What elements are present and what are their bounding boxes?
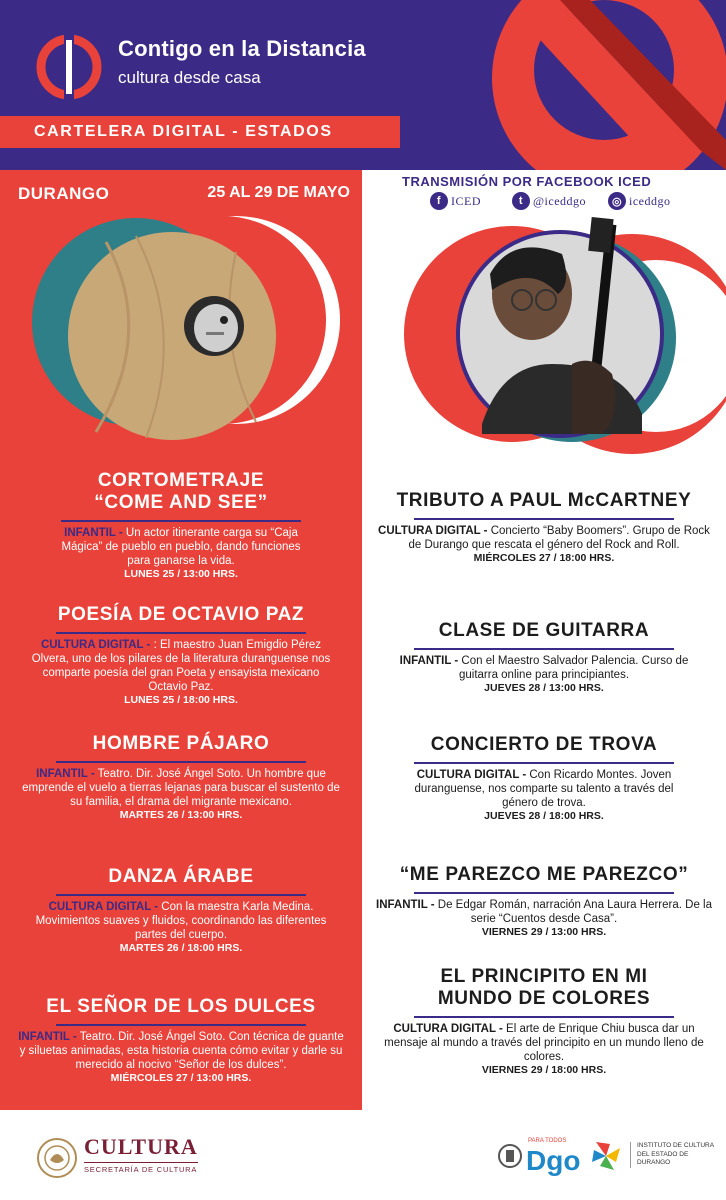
event-description <box>364 898 724 926</box>
divider <box>414 762 674 764</box>
left-column <box>0 170 362 1110</box>
event-senor-dulces <box>8 996 354 1085</box>
event-category: INFANTIL - <box>376 899 435 911</box>
cultura-logo <box>84 1134 198 1174</box>
puppet-face <box>194 304 238 352</box>
event-category: CULTURA DIGITAL - <box>48 901 159 913</box>
divider <box>414 518 674 520</box>
event-text: Con Ricardo Montes. Joven duranguense, nos comparte su talento a través del género de trova. <box>414 769 674 809</box>
event-title: EL PRINCIPITO EN MI <box>440 966 648 987</box>
event-description <box>10 900 352 942</box>
event-category: CULTURA DIGITAL - <box>378 525 488 537</box>
iced-pinwheel-icon <box>592 1142 620 1170</box>
event-description <box>8 1030 354 1072</box>
event-me-parezco <box>364 864 724 939</box>
event-time: MARTES 26 / 13:00 HRS. <box>119 809 243 821</box>
dgo-text: Dgo <box>526 1145 581 1176</box>
event-concierto-trova <box>366 734 722 823</box>
event-danza-arabe <box>10 866 352 955</box>
event-time: JUEVES 28 / 13:00 HRS. <box>484 682 604 694</box>
event-category: INFANTIL - <box>399 655 459 667</box>
event-description <box>366 1022 722 1064</box>
divider <box>56 632 306 634</box>
event-text: De Edgar Román, narración Ana Laura Herrera. De la serie “Cuentos desde Casa”. <box>434 899 712 925</box>
event-title: CONCIERTO DE TROVA <box>430 734 658 755</box>
caja-magica-photo <box>26 212 346 462</box>
event-time: LUNES 25 / 13:00 HRS. <box>124 568 238 580</box>
divider <box>414 1016 674 1018</box>
event-title: EL SEÑOR DE LOS DULCES <box>46 996 316 1017</box>
event-title: TRIBUTO A PAUL McCARTNEY <box>396 490 692 511</box>
divider <box>414 648 674 650</box>
cultura-subtitle: SECRETARÍA DE CULTURA <box>84 1162 198 1174</box>
event-time: MIÉRCOLES 27 / 18:00 HRS. <box>473 552 615 564</box>
event-title: POESÍA DE OCTAVIO PAZ <box>57 604 305 625</box>
cultura-title: CULTURA <box>84 1134 198 1159</box>
event-hombre-pajaro <box>10 733 352 822</box>
twitter-handle: @iceddgo <box>533 193 587 208</box>
dgo-small-text: PARA TODOS <box>528 1138 567 1144</box>
state-name: DURANGO <box>18 184 110 203</box>
event-time: MIÉRCOLES 27 / 13:00 HRS. <box>110 1072 252 1084</box>
event-time: VIERNES 29 / 13:00 HRS. <box>481 926 607 938</box>
event-category: INFANTIL - <box>18 1031 77 1043</box>
event-text: : El maestro Juan Emigdio Pérez Olvera, uno de los pilares de la literatura duranguense nos comparte poesía del gran Poeta y ensayista mexicano Octavio Paz. <box>31 639 331 693</box>
date-range: 25 AL 29 DE MAYO <box>207 184 350 201</box>
instagram-icon: ◎ <box>608 192 626 210</box>
right-column <box>362 170 726 1110</box>
event-time: VIERNES 29 / 18:00 HRS. <box>481 1064 607 1076</box>
instagram-handle: iceddgo <box>629 193 671 208</box>
event-text: Con el Maestro Salvador Palencia. Curso de guitarra online para principiantes. <box>458 655 689 681</box>
event-time: LUNES 25 / 18:00 HRS. <box>124 694 238 706</box>
event-title: CORTOMETRAJE <box>97 470 265 491</box>
facebook-link[interactable] <box>430 192 481 210</box>
event-octavio-paz <box>10 604 352 707</box>
brand-block <box>118 36 366 88</box>
event-description <box>10 767 352 809</box>
event-time: JUEVES 28 / 18:00 HRS. <box>484 810 604 822</box>
instagram-link[interactable] <box>608 192 671 210</box>
divider <box>56 1024 306 1026</box>
twitter-icon: t <box>512 192 530 210</box>
event-description <box>366 524 722 552</box>
event-principito <box>366 966 722 1077</box>
event-category: INFANTIL - <box>36 768 95 780</box>
event-title-line2: MUNDO DE COLORES <box>437 988 651 1009</box>
mexico-seal-icon <box>36 1134 78 1182</box>
contigo-logo-icon <box>36 34 102 100</box>
divider <box>414 892 674 894</box>
event-title: HOMBRE PÁJARO <box>92 733 270 754</box>
iced-name: INSTITUTO DE CULTURA DEL ESTADO DE DURANGO <box>630 1142 720 1168</box>
event-text: Teatro. Dir. José Ángel Soto. Con técnica de guante y siluetas animadas, esta historia cuenta cómo evitar y darle su merecido al nocivo “Señor de los dulces”. <box>19 1031 344 1071</box>
event-paul-mccartney <box>366 490 722 565</box>
event-time: MARTES 26 / 18:00 HRS. <box>119 942 243 954</box>
event-description <box>10 638 352 694</box>
brand-title: Contigo en la Distancia <box>118 36 366 61</box>
transmission-title: TRANSMISIÓN POR FACEBOOK ICED <box>402 174 652 189</box>
event-text: Un actor itinerante carga su “Caja Mágica” de pueblo en pueblo, dando funciones para ganarse la vida. <box>61 527 301 567</box>
header-banner <box>0 0 726 170</box>
event-title: “ME PAREZCO ME PAREZCO” <box>399 864 689 885</box>
footer <box>0 1110 726 1200</box>
divider <box>56 894 306 896</box>
event-text: Teatro. Dir. José Ángel Soto. Un hombre que emprende el vuelo a tierras lejanas para buscar el sustento de su familia, el drama del migrante mexicano. <box>22 768 340 808</box>
event-description <box>10 526 352 568</box>
state-date-row <box>18 184 358 204</box>
event-come-and-see <box>10 470 352 581</box>
event-text: Concierto “Baby Boomers”. Grupo de Rock de Durango que rescata el género del Rock and Roll. <box>408 525 710 551</box>
facebook-icon: f <box>430 192 448 210</box>
event-category: CULTURA DIGITAL - <box>40 639 151 651</box>
divider <box>61 520 301 522</box>
divider <box>56 761 306 763</box>
event-text: Con la maestra Karla Medina. Movimientos suaves y fluidos, coordinando las diferentes partes del cuerpo. <box>35 901 327 941</box>
event-description <box>366 768 722 810</box>
durango-logos <box>498 1134 628 1180</box>
event-text: El arte de Enrique Chiu busca dar un mensaje al mundo a través del principito en un mundo lleno de colores. <box>384 1023 704 1063</box>
event-category: CULTURA DIGITAL - <box>416 769 527 781</box>
event-category: CULTURA DIGITAL - <box>393 1023 503 1035</box>
twitter-link[interactable] <box>512 192 586 210</box>
event-description <box>366 654 722 682</box>
brand-subtitle: cultura desde casa <box>118 68 261 87</box>
facebook-handle: ICED <box>451 193 481 208</box>
event-title: CLASE DE GUITARRA <box>438 620 650 641</box>
event-title: DANZA ÁRABE <box>108 866 254 887</box>
event-category: INFANTIL - <box>64 527 123 539</box>
section-banner: CARTELERA DIGITAL - ESTADOS <box>0 116 400 148</box>
event-title-line2: “COME AND SEE” <box>94 492 268 513</box>
photo-wood-circle <box>68 232 276 440</box>
guitarist-photo <box>382 214 726 464</box>
event-clase-guitarra <box>366 620 722 695</box>
